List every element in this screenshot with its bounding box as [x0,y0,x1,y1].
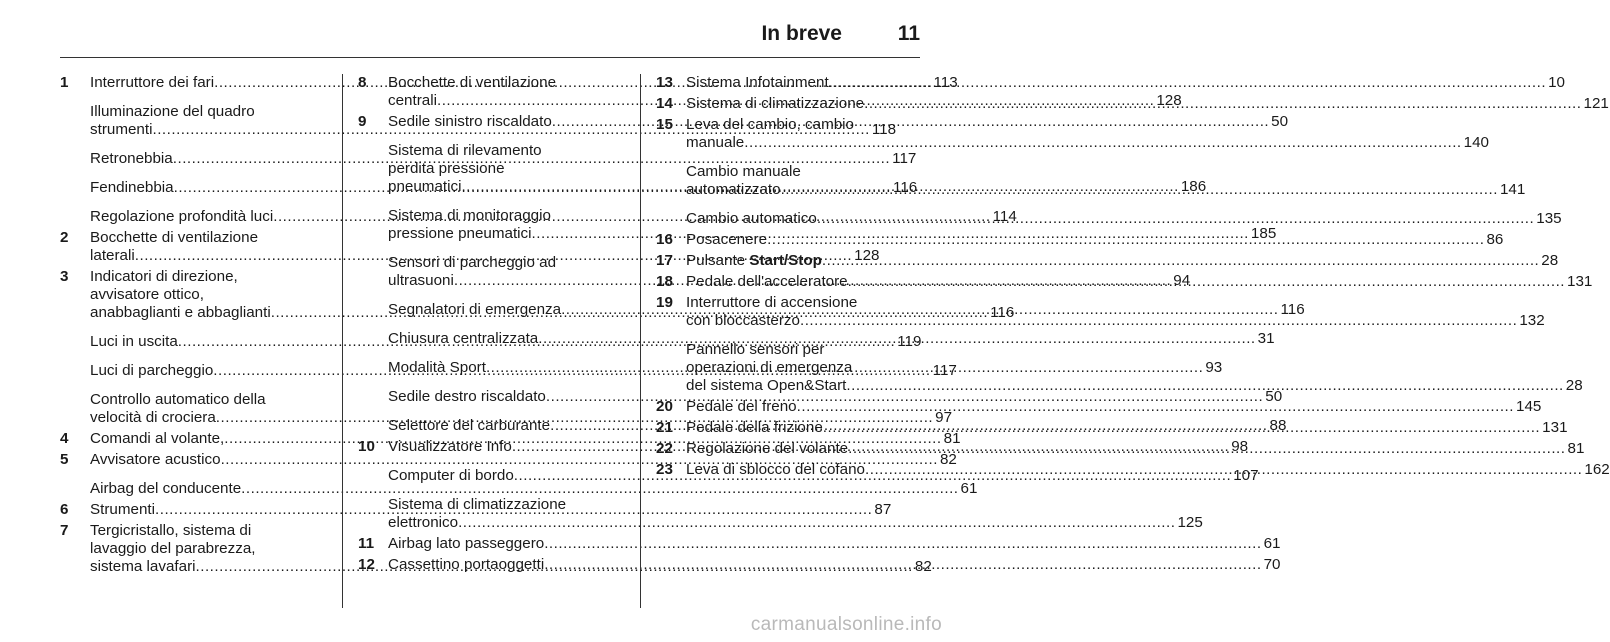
item-number: 6 [60,501,69,518]
entry-label: automatizzato [686,181,781,198]
entry-label: Visualizzatore Info [388,438,512,455]
item-number [358,142,388,196]
item-number: 11 [358,535,375,552]
page-reference: 145 [1516,398,1542,415]
item-number: 14 [656,95,673,112]
item-number [60,480,90,498]
page-reference: 116 [990,304,1015,321]
item-number [60,179,90,197]
page-reference: 10 [1548,74,1565,91]
page-reference: 97 [935,409,953,426]
entry-label: Leva del cambio, cambio [686,116,854,133]
entry-label: Luci in uscita [90,333,178,350]
item-number: 3 [60,268,69,285]
entry-label: Leva di sblocco del cofano [686,461,865,478]
entry-label: Comandi al volante, [90,430,225,447]
index-entry [60,480,978,498]
item-number: 12 [358,556,375,573]
leader-dots [817,210,1534,228]
entry-label: Cassettino portaoggetti [388,556,545,573]
page-reference: 119 [897,333,922,350]
item-number: 15 [656,116,673,133]
page-reference: 162 [1584,461,1610,478]
item-number [656,341,686,395]
index-entry [358,388,1283,406]
item-number [358,467,388,485]
page-reference: 135 [1536,210,1562,227]
page-reference: 125 [1177,514,1203,531]
item-number [656,210,686,228]
leader-dots [848,273,1565,291]
entry-label: elettronico [388,514,459,531]
leader-dots [823,419,1540,437]
entry-label: Tergicristallo, sistema di [90,522,252,539]
page-reference: 94 [1173,272,1191,289]
item-number [358,301,388,319]
entry-label: Strumenti [90,501,155,518]
entry-label: avvisatore ottico, [90,286,204,303]
item-number: 7 [60,522,69,539]
page-reference: 81 [943,430,961,447]
page-reference: 50 [1265,388,1283,405]
entry-label: Cambio manuale [686,163,801,180]
page-reference: 116 [1280,301,1305,318]
page-header [60,14,920,52]
page-reference: 28 [1565,377,1583,394]
entry-label: ultrasuoni [388,272,454,289]
item-number [60,391,90,427]
item-number: 2 [60,229,69,246]
item-number [60,333,90,351]
item-number [358,388,388,406]
entry-label: Pedale della frizione [686,419,823,436]
item-number: 20 [656,398,673,415]
leader-dots [458,514,1175,532]
leader-dots [544,556,1261,574]
entry-label: Illuminazione del quadro [90,103,255,120]
item-number: 16 [656,231,673,248]
page-reference: 70 [1263,556,1281,573]
entry-label: Avvisatore acustico [90,451,221,468]
column-divider [640,74,641,608]
leader-dots [781,181,1498,199]
entry-label: Retronebbia [90,150,173,167]
leader-dots [822,252,1539,270]
item-number [358,330,388,348]
page-reference: 88 [1269,417,1287,434]
entry-label: Regolazione profondità luci [90,208,274,225]
page-reference: 121 [1583,95,1609,112]
entry-label: del sistema Open&Start [686,377,847,394]
entry-label: Fendinebbia [90,179,174,196]
entry-label: Sistema di monitoraggio [388,207,551,224]
entry-label: operazioni di emergenza [686,359,853,376]
entry-label: Pulsante Start/Stop [686,252,822,269]
item-number [60,208,90,226]
page-reference: 118 [871,121,897,138]
item-number [60,150,90,168]
index-entry [656,252,1559,270]
leader-dots [829,74,1546,92]
entry-label: Sedile destro riscaldato [388,388,546,405]
entry-label: Sistema di climatizzazione [686,95,865,112]
item-number: 13 [656,74,673,91]
entry-label: Pedale dell'acceleratore [686,273,848,290]
page-number: 11 [897,22,920,45]
entry-label: Chiusura centralizzata [388,330,539,347]
entry-label: Segnalatori di emergenza [388,301,562,318]
item-number: 22 [656,440,673,457]
page-reference: 116 [893,179,918,196]
item-number [60,103,90,139]
entry-label: manuale [686,134,745,151]
page-reference: 114 [992,208,1017,225]
page-reference: 87 [874,501,892,518]
entry-label: Airbag del conducente [90,480,242,497]
entry-label: Modalità Sport [388,359,486,376]
entry-label: pneumatici [388,178,462,195]
entry-label: strumenti [90,121,153,138]
page-reference: 50 [1271,113,1289,130]
page-reference: 81 [1567,440,1585,457]
leader-dots [800,312,1517,330]
item-number [358,207,388,243]
page-reference: 61 [1263,535,1281,552]
entry-label: Sensori di parcheggio ad [388,254,557,271]
watermark: carmanualsonline.info [750,614,942,635]
entry-label: Pedale del freno [686,398,797,415]
entry-label: con bloccasterzo [686,312,800,329]
entry-label: Indicatori di direzione, [90,268,238,285]
entry-label: centrali [388,92,437,109]
leader-dots [767,231,1484,249]
entry-label: lavaggio del parabrezza, [90,540,256,557]
index-entry [656,398,1542,416]
entry-label: Sedile sinistro riscaldato [388,113,552,130]
item-number [60,362,90,380]
page-reference: 117 [932,362,957,379]
page-reference: 61 [960,480,978,497]
page-reference: 128 [1156,92,1182,109]
entry-label: laterali [90,247,135,264]
page-reference: 31 [1257,330,1275,347]
page-reference: 113 [933,74,958,91]
entry-label: Sistema di rilevamento [388,142,542,159]
leader-dots [865,461,1582,479]
item-number: 8 [358,74,367,91]
entry-label: pressione pneumatici [388,225,532,242]
page-reference: 185 [1250,225,1277,242]
index-entry [358,535,1281,553]
entry-label: sistema lavafari [90,558,196,575]
entry-label: Airbag lato passeggero [388,535,545,552]
page-reference: 117 [892,150,917,167]
entry-label: Bocchette di ventilazione [388,74,557,91]
entry-label: Pannello sensori per [686,341,825,358]
entry-label: Interruttore dei fari [90,74,215,91]
entry-label: Cambio automatico [686,210,817,227]
page-reference: 28 [1541,252,1559,269]
page-reference: 107 [1233,467,1259,484]
item-number: 10 [358,438,375,455]
item-number [358,417,388,435]
page-reference: 98 [1231,438,1249,455]
index-entry [60,451,957,469]
entry-label: Posacenere [686,231,768,248]
item-number: 5 [60,451,69,468]
entry-label: perdita pressione [388,160,505,177]
page-reference: 131 [1542,419,1568,436]
entry-label: Controllo automatico della [90,391,266,408]
item-number: 1 [60,74,69,91]
page-reference: 132 [1519,312,1545,329]
page-reference: 131 [1567,273,1593,290]
entry-label: anabbaglianti e abbaglianti [90,304,271,321]
page-reference: 141 [1499,181,1526,198]
entry-label: Sistema di climatizzazione [388,496,567,513]
item-number [656,163,686,199]
page-reference: 186 [1180,178,1207,195]
leader-dots [846,377,1563,395]
entry-label: Luci di parcheggio [90,362,214,379]
leader-dots [864,95,1581,113]
entry-label: Interruttore di accensione [686,294,858,311]
entry-label: Computer di bordo [388,467,514,484]
entry-label: velocità di crociera [90,409,216,426]
entry-label: Regolazione del volante [686,440,849,457]
leader-dots [744,134,1461,152]
entry-label: Selettore del carburante [388,417,551,434]
item-number: 23 [656,461,673,478]
entry-label: Sistema Infotainment [686,74,829,91]
column-divider [342,74,343,608]
leader-dots [797,398,1514,416]
item-number [358,359,388,377]
section-title: In breve [761,22,842,45]
page-reference: 140 [1463,134,1489,151]
leader-dots [544,535,1261,553]
page-reference: 93 [1205,359,1223,376]
page-reference: 82 [939,451,957,468]
page-reference: 82 [914,558,932,575]
item-number: 9 [358,113,367,130]
page-reference: 86 [1486,231,1504,248]
item-number: 19 [656,294,673,311]
entry-label: Bocchette di ventilazione [90,229,259,246]
item-number: 17 [656,252,673,269]
item-number: 4 [60,430,69,447]
header-divider [60,57,920,58]
item-number: 21 [656,419,673,436]
page-reference: 128 [854,247,880,264]
item-number: 18 [656,273,673,290]
item-number [358,496,388,532]
leader-dots [848,440,1565,458]
item-number [358,254,388,290]
